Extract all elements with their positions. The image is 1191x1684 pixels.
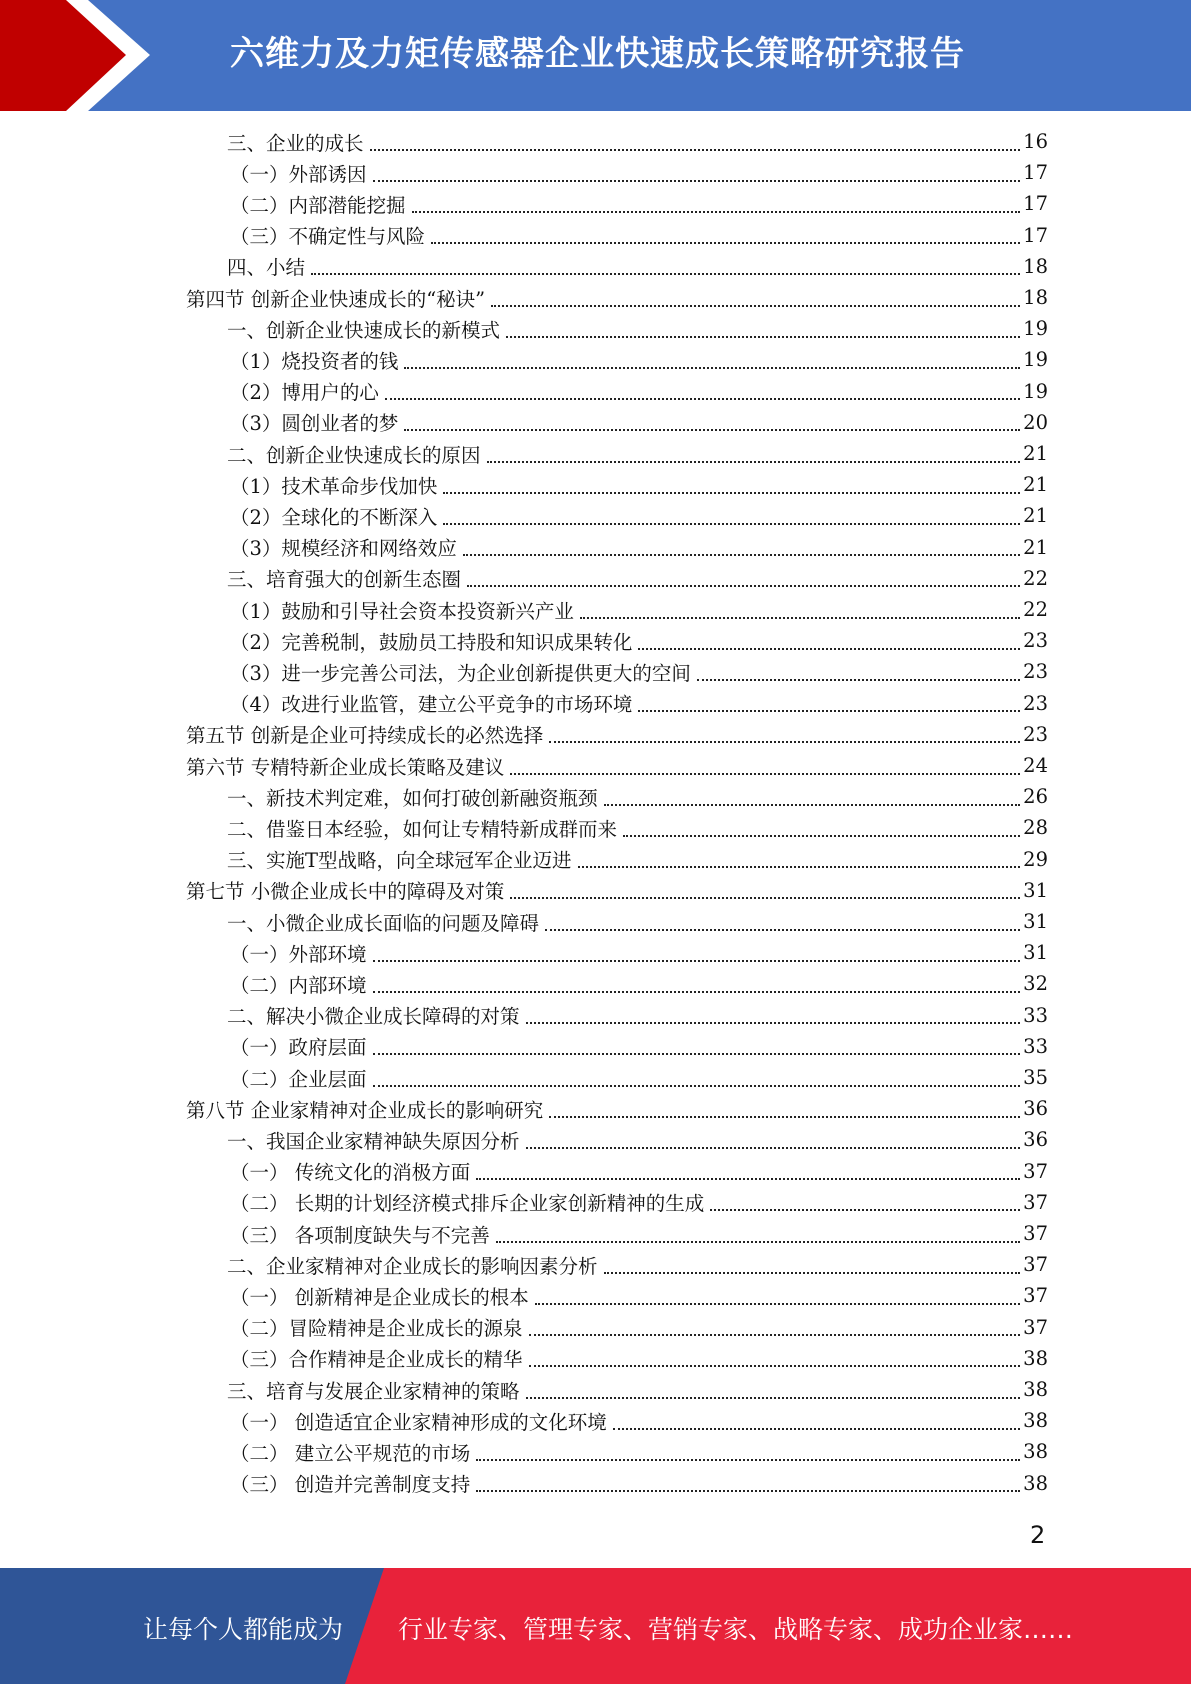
toc-entry[interactable] (230, 344, 1048, 375)
toc-entry[interactable] (227, 844, 1048, 875)
toc-entry-label: （二）内部环境 (230, 973, 367, 997)
toc-entry[interactable] (230, 376, 1048, 407)
toc-leader-dots (710, 1209, 1020, 1211)
toc-leader-dots (613, 1428, 1020, 1430)
toc-entry-label: 三、企业的成长 (227, 131, 364, 155)
toc-entry-page: 37 (1023, 1190, 1048, 1214)
toc-entry-page: 37 (1023, 1253, 1048, 1277)
toc-entry-page: 33 (1023, 1034, 1048, 1058)
toc-entry[interactable] (230, 1312, 1048, 1343)
toc-leader-dots (463, 554, 1020, 556)
toc-entry[interactable] (227, 812, 1048, 843)
toc-leader-dots (370, 149, 1021, 151)
toc-entry-label: （一） 创新精神是企业成长的根本 (230, 1285, 529, 1309)
toc-entry[interactable] (227, 906, 1048, 937)
toc-leader-dots (443, 523, 1020, 525)
toc-entry-label: 二、创新企业快速成长的原因 (227, 443, 481, 467)
toc-entry[interactable] (186, 750, 1048, 781)
toc-entry-label: （3）圆创业者的梦 (230, 412, 399, 436)
toc-leader-dots (604, 804, 1021, 806)
toc-entry[interactable] (227, 251, 1048, 282)
toc-entry-label: （2）博用户的心 (230, 381, 379, 405)
toc-leader-dots (638, 710, 1020, 712)
toc-entry-label: 第七节 小微企业成长中的障碍及对策 (186, 880, 505, 904)
toc-entry-label: （3）进一步完善公司法，为企业创新提供更大的空间 (230, 661, 691, 685)
toc-leader-dots (510, 897, 1020, 899)
toc-entry-label: 第四节 创新企业快速成长的“秘诀” (186, 287, 486, 311)
toc-entry-label: （一） 传统文化的消极方面 (230, 1161, 471, 1185)
toc-entry-label: 一、小微企业成长面临的问题及障碍 (227, 911, 540, 935)
toc-entry[interactable] (230, 407, 1048, 438)
toc-leader-dots (476, 1178, 1020, 1180)
toc-entry-label: 三、培育与发展企业家精神的策略 (227, 1379, 520, 1403)
toc-entry[interactable] (227, 1249, 1048, 1280)
toc-leader-dots (623, 835, 1020, 837)
toc-entry-label: （2）全球化的不断深入 (230, 505, 438, 529)
toc-leader-dots (431, 242, 1020, 244)
toc-entry-page: 33 (1023, 1003, 1048, 1027)
toc-entry[interactable] (230, 188, 1048, 219)
toc-entry-label: 三、培育强大的创新生态圈 (227, 568, 462, 592)
toc-entry-page: 24 (1023, 754, 1048, 777)
toc-entry-label: （4）改进行业监管，建立公平竞争的市场环境 (230, 693, 633, 717)
toc-entry-label: （一）政府层面 (230, 1036, 367, 1060)
toc-leader-dots (373, 1053, 1021, 1055)
toc-entry[interactable] (230, 1468, 1048, 1499)
toc-leader-dots (535, 1303, 1020, 1305)
toc-entry-page: 17 (1023, 223, 1048, 247)
toc-entry-page: 21 (1023, 442, 1048, 465)
toc-entry-page: 19 (1023, 317, 1048, 341)
toc-entry-label: 一、我国企业家精神缺失原因分析 (227, 1129, 520, 1153)
toc-leader-dots (412, 211, 1021, 213)
toc-entry-page: 38 (1023, 1346, 1048, 1370)
toc-leader-dots (545, 929, 1020, 931)
toc-entry-label: （三） 创造并完善制度支持 (230, 1473, 471, 1497)
toc-entry-page: 19 (1023, 348, 1048, 372)
toc-entry-label: （2）完善税制，鼓励员工持股和知识成果转化 (230, 630, 633, 654)
toc-entry-page: 19 (1023, 379, 1048, 403)
toc-entry[interactable] (227, 1124, 1048, 1155)
toc-entry[interactable] (230, 157, 1048, 188)
page-header (0, 0, 1191, 111)
toc-entry-page: 26 (1023, 785, 1048, 809)
toc-entry-page: 37 (1023, 1222, 1048, 1245)
toc-entry-label: （二） 长期的计划经济模式排斥企业家创新精神的生成 (230, 1192, 705, 1216)
toc-entry[interactable] (230, 1187, 1048, 1218)
toc-entry-label: （三）不确定性与风险 (230, 225, 426, 249)
toc-entry[interactable] (230, 594, 1048, 625)
toc-entry[interactable] (227, 1000, 1048, 1031)
toc-entry-page: 23 (1023, 722, 1048, 746)
toc-entry[interactable] (230, 1156, 1048, 1187)
toc-entry[interactable] (230, 1062, 1048, 1093)
toc-entry-page: 38 (1023, 1440, 1048, 1464)
toc-entry-page: 31 (1023, 941, 1048, 965)
toc-entry[interactable] (186, 282, 1048, 313)
toc-entry-label: （二）企业层面 (230, 1067, 367, 1091)
toc-entry[interactable] (230, 1031, 1048, 1062)
toc-entry-page: 18 (1023, 286, 1048, 309)
toc-entry[interactable] (186, 1093, 1048, 1124)
toc-entry-label: （三） 各项制度缺失与不完善 (230, 1223, 490, 1247)
toc-entry[interactable] (230, 688, 1048, 719)
toc-entry-label: 一、创新企业快速成长的新模式 (227, 318, 501, 342)
toc-entry-label: 第五节 创新是企业可持续成长的必然选择 (186, 724, 544, 748)
toc-leader-dots (385, 398, 1020, 400)
toc-leader-dots (476, 1490, 1020, 1492)
toc-entry[interactable] (230, 937, 1048, 968)
toc-entry-label: （一） 创造适宜企业家精神形成的文化环境 (230, 1410, 607, 1434)
toc-leader-dots (311, 273, 1020, 275)
toc-entry[interactable] (186, 875, 1048, 906)
toc-entry-label: （3）规模经济和网络效应 (230, 537, 457, 561)
toc-entry[interactable] (230, 968, 1048, 999)
toc-entry-label: （一）外部诱因 (230, 162, 367, 186)
toc-leader-dots (404, 367, 1020, 369)
toc-entry-page: 37 (1023, 1315, 1048, 1339)
toc-entry-label: 二、企业家精神对企业成长的影响因素分析 (227, 1254, 598, 1278)
toc-leader-dots (373, 180, 1021, 182)
toc-entry-page: 22 (1023, 598, 1048, 621)
toc-entry[interactable] (230, 1405, 1048, 1436)
toc-entry-page: 17 (1023, 161, 1048, 185)
toc-entry-page: 37 (1023, 1284, 1048, 1308)
toc-entry-page: 23 (1023, 691, 1048, 715)
toc-entry[interactable] (230, 500, 1048, 531)
toc-entry[interactable] (227, 781, 1048, 812)
toc-entry-page: 17 (1023, 192, 1048, 216)
toc-leader-dots (578, 866, 1021, 868)
toc-entry[interactable] (230, 1280, 1048, 1311)
toc-entry-label: （一）外部环境 (230, 942, 367, 966)
toc-entry-page: 31 (1023, 878, 1048, 902)
toc-entry-page: 23 (1023, 660, 1048, 684)
toc-entry[interactable] (227, 313, 1048, 344)
toc-leader-dots (529, 1334, 1021, 1336)
toc-entry-page: 21 (1023, 535, 1048, 559)
page-number: 2 (1030, 1521, 1046, 1549)
toc-leader-dots (526, 1397, 1021, 1399)
toc-entry-page: 16 (1023, 130, 1048, 153)
toc-entry-label: （三）合作精神是企业成长的精华 (230, 1348, 523, 1372)
toc-entry[interactable] (230, 625, 1048, 656)
toc-entry-page: 23 (1023, 629, 1048, 653)
toc-entry[interactable] (186, 719, 1048, 750)
toc-leader-dots (487, 461, 1021, 463)
toc-leader-dots (496, 1241, 1020, 1243)
toc-entry-page: 38 (1023, 1378, 1048, 1401)
toc-entry-page: 28 (1023, 816, 1048, 840)
toc-entry[interactable] (230, 1218, 1048, 1249)
toc-leader-dots (549, 741, 1020, 743)
toc-entry-page: 32 (1023, 972, 1048, 996)
toc-entry[interactable] (227, 438, 1048, 469)
toc-entry-label: 三、实施T型战略，向全球冠军企业迈进 (227, 849, 572, 873)
toc-entry-label: （1）技术革命步伐加快 (230, 474, 438, 498)
toc-entry-page: 36 (1023, 1128, 1048, 1152)
toc-entry-page: 37 (1023, 1159, 1048, 1183)
toc-entry-label: （1）烧投资者的钱 (230, 349, 399, 373)
footer-slogan-left: 让每个人都能成为 (143, 1615, 344, 1644)
toc-leader-dots (549, 1116, 1020, 1118)
toc-entry-label: 一、新技术判定难，如何打破创新融资瓶颈 (227, 786, 598, 810)
toc-entry-label: （二） 建立公平规范的市场 (230, 1441, 471, 1465)
toc-entry-page: 38 (1023, 1409, 1048, 1433)
toc-leader-dots (526, 1147, 1021, 1149)
toc-entry-label: 四、小结 (227, 256, 306, 280)
toc-leader-dots (476, 1459, 1020, 1461)
toc-leader-dots (373, 991, 1021, 993)
toc-entry-page: 22 (1023, 566, 1048, 590)
toc-entry-label: （二）内部潜能挖掘 (230, 193, 406, 217)
toc-entry-label: 二、解决小微企业成长障碍的对策 (227, 1005, 520, 1029)
page-footer (0, 1568, 1191, 1684)
toc-leader-dots (443, 492, 1020, 494)
toc-leader-dots (580, 617, 1020, 619)
toc-entry-label: 第六节 专精特新企业成长策略及建议 (186, 755, 505, 779)
toc-leader-dots (638, 648, 1020, 650)
toc-entry[interactable] (227, 126, 1048, 157)
toc-leader-dots (506, 336, 1020, 338)
toc-leader-dots (404, 429, 1020, 431)
report-title: 六维力及力矩传感器企业快速成长策略研究报告 (230, 34, 965, 74)
toc-entry[interactable] (227, 563, 1048, 594)
toc-leader-dots (526, 1022, 1021, 1024)
toc-entry[interactable] (230, 656, 1048, 687)
toc-entry[interactable] (230, 1343, 1048, 1374)
toc-entry-label: （二）冒险精神是企业成长的源泉 (230, 1317, 523, 1341)
toc-entry-page: 31 (1023, 910, 1048, 933)
footer-slogan-right: 行业专家、管理专家、营销专家、战略专家、成功企业家…… (398, 1615, 1074, 1644)
toc-entry-page: 18 (1023, 254, 1048, 278)
toc-entry[interactable] (230, 1436, 1048, 1467)
toc-entry-page: 29 (1023, 847, 1048, 871)
toc-entry-page: 38 (1023, 1471, 1048, 1495)
toc-leader-dots (373, 1085, 1021, 1087)
toc-entry-page: 20 (1023, 410, 1048, 434)
toc-entry-page: 35 (1023, 1066, 1048, 1089)
toc-entry-label: （1）鼓励和引导社会资本投资新兴产业 (230, 599, 574, 623)
toc-leader-dots (510, 773, 1020, 775)
toc-entry-page: 21 (1023, 504, 1048, 528)
toc-leader-dots (373, 960, 1021, 962)
toc-leader-dots (467, 585, 1020, 587)
toc-entry-page: 21 (1023, 473, 1048, 497)
toc-entry[interactable] (227, 1374, 1048, 1405)
toc-leader-dots (491, 305, 1020, 307)
toc-leader-dots (529, 1365, 1021, 1367)
toc-entry-label: 第八节 企业家精神对企业成长的影响研究 (186, 1098, 544, 1122)
toc-entry[interactable] (230, 532, 1048, 563)
toc-leader-dots (697, 679, 1020, 681)
toc-entry[interactable] (230, 220, 1048, 251)
toc-entry-page: 36 (1023, 1097, 1048, 1121)
toc-entry-label: 二、借鉴日本经验，如何让专精特新成群而来 (227, 817, 618, 841)
toc-entry[interactable] (230, 469, 1048, 500)
toc-leader-dots (604, 1272, 1021, 1274)
